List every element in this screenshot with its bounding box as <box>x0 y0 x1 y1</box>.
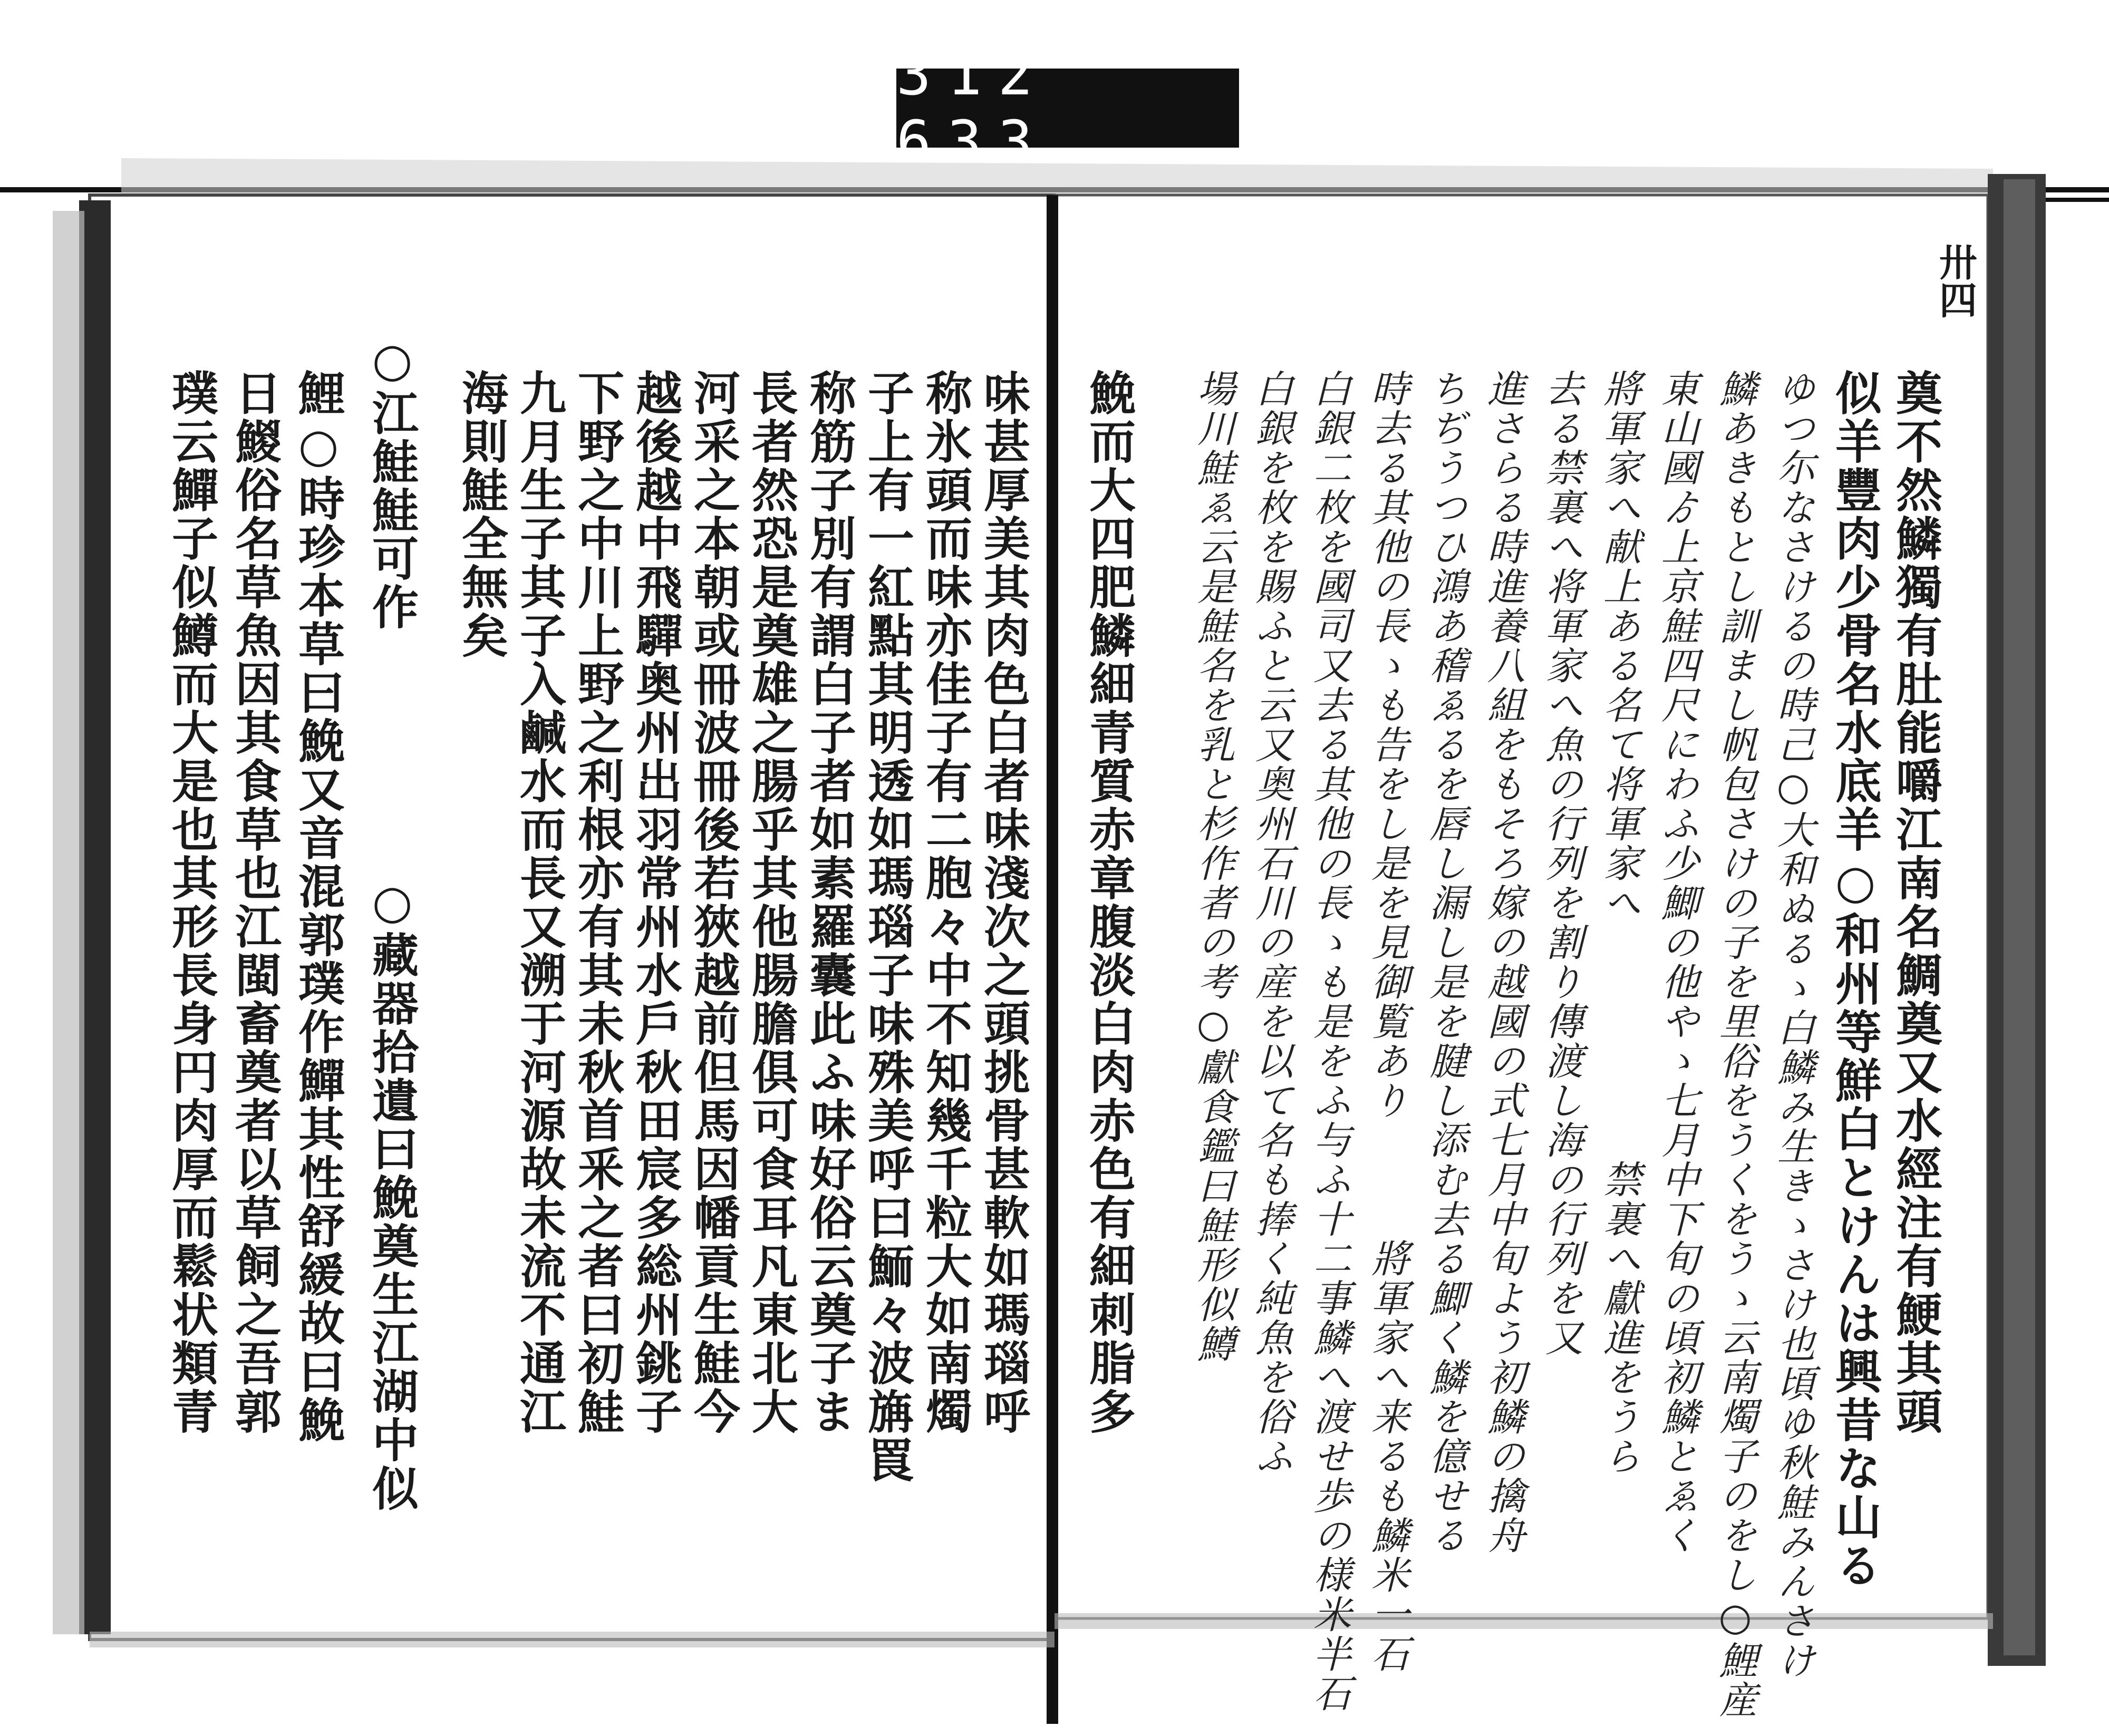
right-col-6: 將軍家へ献上ある名て将軍家へ 禁裏へ獻進をうら <box>1597 369 1641 1476</box>
right-col-2: 似羊豐肉少骨名水底羊○和州等鮮白とけんは興昔な山る <box>1828 369 1883 1590</box>
right-col-14: 鮸而大四肥鱗細青質赤章腹淡白肉赤色有細刺脂多 <box>1082 369 1137 1436</box>
left-col-12: 鯉○時珍本草曰鮸又音混郭璞作鱓其性舒緩故曰鮸 <box>291 369 346 1444</box>
right-col-4: 鱗あきもとし訓まし帆包さけの子を里俗をうくをうゝ云南燭子のをし○鯉産 <box>1713 369 1757 1720</box>
right-col-1: 奠不然鱗獨有肚能嚼江南名鯛奠又水經注有鯁其頭 <box>1889 369 1943 1436</box>
left-col-8: 下野之中川上野之利根亦有其未秋首釆之者曰初鮭 <box>570 369 625 1436</box>
right-col-8: 進さらる時進養八組をもそろ嫁の越國の式七月中旬よう初鱗の擒舟 <box>1481 369 1525 1555</box>
left-col-13: 日鯼俗名草魚因其食草也江閩畜奠者以草飼之吾郭 <box>228 369 283 1436</box>
left-col-5: 長者然恐是奠雄之腸乎其他腸膽俱可食耳凡東北大 <box>744 369 799 1436</box>
left-col-9: 九月生子其子入鹹水而長又溯于河源故未流不通江 <box>512 369 567 1436</box>
left-col-11: ○江鮭鮭可作 ○藏器拾遺曰鮸奠生江湖中似 <box>365 332 420 1513</box>
right-col-13: 場川鮭ゑ云是鮭名を乳と杉作者の考○獻食鑑曰鮭形似鱒 <box>1191 369 1235 1364</box>
left-col-7: 越後越中飛驒奥州出羽常州水戶秋田宸多総州銚子 <box>628 369 683 1436</box>
left-col-10: 海則鮭全無矣 <box>454 369 509 660</box>
left-col-1: 味甚厚美其肉色白者味淺次之頭挑骨甚軟如瑪瑙呼 <box>976 369 1031 1436</box>
left-col-4: 称筋子別有謂白子者如素羅囊此ふ味好俗云奠子ま <box>802 369 857 1436</box>
left-col-2: 称氷頭而味亦佳子有二胞々中不知幾千粒大如南燭 <box>918 369 973 1436</box>
left-col-6: 河采之本朝或冊波冊後若狹越前但馬因幡貢生鮭今 <box>686 369 741 1436</box>
right-col-9: ちぢうつひ鴻あ稽ゑるを唇し漏し是を腱し添む去る鯽く鱗を億せる <box>1423 369 1467 1555</box>
left-col-3: 子上有一紅點其明透如瑪瑙子味殊美呼曰鮞々波㫋䍚 <box>860 369 915 1485</box>
folio-number: 卅四 <box>1933 243 1978 318</box>
right-col-10: 時去る其他の長ゝも告をし是を見御覧あり 將軍家へ来るも鱗米一石 <box>1365 369 1409 1674</box>
right-col-7: 去る禁裏へ将軍家へ魚の行列を割り傳渡し海の行列を又 <box>1539 369 1583 1357</box>
catalog-number: 312 633. <box>896 41 1099 176</box>
catalog-label <box>896 41 1239 176</box>
right-col-5: 東山國ゟ上京鮭四尺にわふ少鯽の他やゝ七月中下旬の頃初鱗とゑく <box>1655 369 1699 1555</box>
left-col-14: 璞云鱓子似鱒而大是也其形長身円肉厚而鬆状類青 <box>165 369 219 1436</box>
right-col-12: 白銀を枚を賜ふと云又奥州石川の産を以て名も捧く純魚を俗ふ <box>1249 369 1293 1476</box>
right-col-3: ゆつ尓なさけるの時己○大和ぬるゝ白鱗み生きゝさけ也頃ゆ秋鮭みんさけ <box>1771 369 1815 1680</box>
right-col-11: 白銀二枚を國司又去る其他の長ゝも是をふ与ふ十二事鱗へ渡せ歩の様米半石 <box>1307 369 1351 1713</box>
